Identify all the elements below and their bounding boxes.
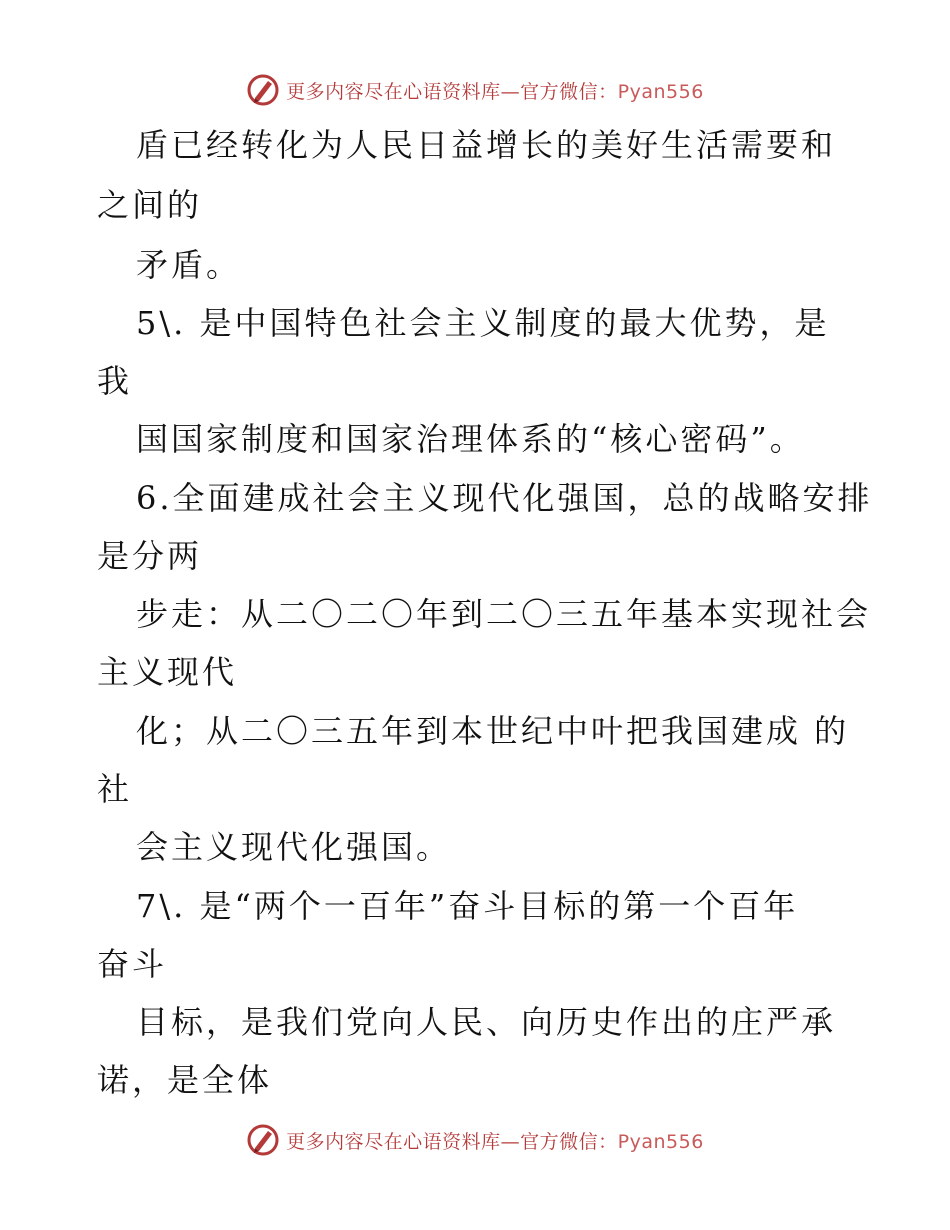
- text-line-12: 社: [97, 770, 133, 808]
- text-line-5: 我: [97, 362, 133, 400]
- text-line-3: 矛盾。: [136, 246, 242, 284]
- text-line-16: 目标，是我们党向人民、向历史作出的庄严承: [136, 1003, 837, 1041]
- text-line-8: 是分两: [97, 537, 203, 575]
- watermark-handle: Pyan556: [617, 1130, 704, 1153]
- pen-circle-logo-icon: [246, 1123, 280, 1157]
- pen-circle-logo-icon: [246, 73, 280, 107]
- text-line-1: 盾已经转化为人民日益增长的美好生活需要和: [136, 126, 837, 164]
- text-line-10: 主义现代: [97, 653, 238, 691]
- watermark-handle: Pyan556: [617, 80, 704, 103]
- text-line-2: 之间的: [97, 186, 203, 224]
- text-line-4: 5\. 是中国特色社会主义制度的最大优势，是: [136, 304, 830, 342]
- watermark-text: 更多内容尽在心语资料库—官方微信：Pyan556: [286, 80, 704, 103]
- watermark-text: 更多内容尽在心语资料库—官方微信：Pyan556: [286, 1130, 704, 1153]
- footer-watermark: [0, 1120, 950, 1160]
- text-line-9: 步走：从二〇二〇年到二〇三五年基本实现社会: [136, 595, 872, 633]
- text-line-11: 化；从二〇三五年到本世纪中叶把我国建成 的: [136, 712, 850, 750]
- text-line-6: 国国家制度和国家治理体系的“核心密码”。: [136, 420, 805, 458]
- header-watermark: [0, 70, 950, 110]
- text-line-13: 会主义现代化强国。: [136, 828, 452, 866]
- text-line-15: 奋斗: [97, 945, 168, 983]
- text-line-17: 诺，是全体: [97, 1061, 273, 1099]
- text-line-7: 6.全面建成社会主义现代化强国，总的战略安排: [136, 479, 873, 517]
- text-line-14: 7\. 是“两个一百年”奋斗目标的第一个百年: [136, 887, 799, 925]
